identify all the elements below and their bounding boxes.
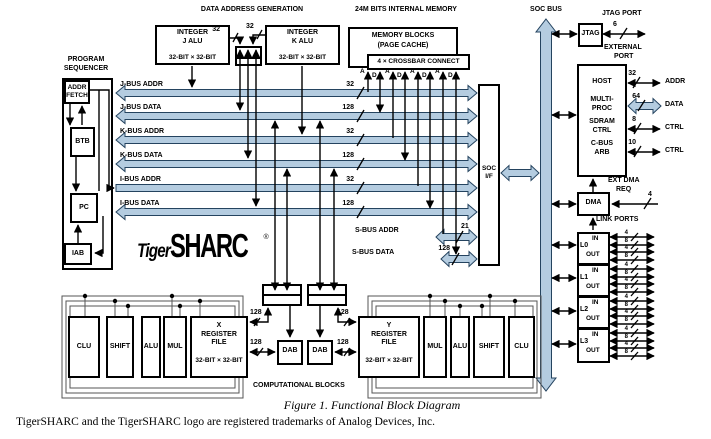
cbus-arb-label	[577, 140, 627, 157]
data-label: DATA	[665, 101, 684, 108]
l2-w0: 4	[624, 294, 628, 300]
sdram-line2: CTRL	[592, 126, 612, 134]
k-alu-label	[265, 29, 340, 46]
l2-in-label: IN	[592, 299, 599, 306]
req-label: REQ	[616, 186, 632, 193]
j-bus-addr-label: J-BUS ADDR	[120, 81, 163, 88]
soc-if-line2: I/F	[485, 173, 493, 180]
k-bus-addr-label: K-BUS ADDR	[120, 128, 165, 135]
s-bus-data-width: 128	[438, 245, 450, 252]
i-bus-data-width: 128	[342, 200, 354, 207]
l2-out-label: OUT	[586, 315, 600, 322]
l1-in-label: IN	[592, 267, 599, 274]
l3-w2: 4	[624, 341, 628, 347]
l0-w0: 4	[624, 230, 628, 236]
y-mux-width: 128	[337, 309, 349, 316]
trademark-footer: TigerSHARC and the TigerSHARC logo are registered trademarks of Analog Devices, Inc.	[16, 416, 435, 428]
soc-bus-label: SOC BUS	[530, 6, 562, 13]
i-bus-addr-width: 32	[346, 176, 354, 183]
y-shift-label: SHIFT	[478, 343, 500, 350]
l0-label: L0	[580, 242, 589, 249]
computational-blocks-label: COMPUTATIONAL BLOCKS	[253, 382, 345, 389]
j-alu-line2: J ALU	[182, 37, 203, 45]
mem-a-label-1: A	[360, 68, 365, 75]
jtag-label: JTAG	[581, 30, 600, 37]
mem-a-label-2: A	[385, 68, 390, 75]
y-reg-line4: 32-BIT × 32-BIT	[365, 356, 413, 364]
multiproc-label	[577, 96, 627, 113]
external-port-label-line2: PORT	[614, 53, 634, 60]
l3-out-label: OUT	[586, 347, 600, 354]
l2-label: L2	[580, 306, 589, 313]
memory-line1: MEMORY BLOCKS	[371, 32, 435, 39]
y-connect-mux-box	[307, 284, 347, 306]
y-dab-width: 128	[337, 339, 349, 346]
x-clu-label: CLU	[76, 343, 92, 350]
l1-w3: 8	[624, 285, 628, 291]
multiproc-line2: PROC	[591, 104, 613, 112]
k-bus-data-label: K-BUS DATA	[120, 152, 163, 159]
j-bus-data-bar	[116, 109, 477, 124]
x-reg-line3: FILE	[211, 339, 227, 346]
pc-label: PC	[79, 204, 89, 211]
k-alu-bits-label: 32-BIT × 32-BIT	[278, 54, 327, 61]
dab-left-label: DAB	[282, 347, 298, 354]
j-bus-addr-bar	[116, 86, 477, 101]
soc-if-line1: SOC	[481, 165, 497, 172]
j-alu-bits-label: 32-BIT × 32-BIT	[168, 54, 217, 61]
l1-w2: 4	[624, 277, 628, 283]
l1-out-label: OUT	[586, 283, 600, 290]
i-bus-data-label: I-BUS DATA	[120, 200, 160, 207]
memory-blocks-label	[348, 31, 458, 51]
jtag-width: 6	[613, 21, 617, 28]
host-label: HOST	[592, 78, 612, 85]
k-bus-addr-bar	[116, 133, 477, 148]
crossbar-label: 4 × CROSSBAR CONNECT	[377, 58, 460, 65]
iab-label: IAB	[71, 250, 85, 257]
l0-w1: 8	[624, 238, 628, 244]
dab-right-label: DAB	[312, 347, 328, 354]
mem-a-label-4: A	[435, 68, 440, 75]
mem-d-label-4: D	[448, 72, 453, 79]
y-register-file-label	[358, 322, 420, 365]
k-bus-data-width: 128	[342, 152, 354, 159]
i-bus-data-bar	[116, 205, 477, 220]
ctrl2-width: 10	[628, 139, 636, 146]
j-bus-data-width: 128	[342, 104, 354, 111]
i-bus-addr-bar	[116, 181, 477, 196]
y-alu-label: ALU	[452, 343, 468, 350]
mem-d-label-3: D	[422, 72, 427, 79]
external-port-label-line1: EXTERNAL	[604, 44, 642, 51]
x-dab-width: 128	[250, 339, 262, 346]
registered-trademark-icon: ®	[263, 234, 269, 241]
jtag-port-label: JTAG PORT	[602, 10, 642, 17]
btb-label: BTB	[75, 138, 90, 145]
addr-label: ADDR	[665, 78, 686, 85]
data-width: 64	[632, 93, 640, 100]
ext-dma-label: EXT DMA	[608, 177, 640, 184]
mem-a-label-3: A	[410, 68, 415, 75]
k-bus-addr-width: 32	[346, 128, 354, 135]
x-alu-label: ALU	[143, 343, 159, 350]
l3-in-label: IN	[592, 331, 599, 338]
logo-sharc-text: SHARC	[170, 227, 248, 264]
ctrl1-width: 8	[632, 116, 636, 123]
ctrl2-label: CTRL	[665, 147, 684, 154]
program-label-line1: PROGRAM	[67, 56, 105, 63]
x-reg-line4: 32-BIT × 32-BIT	[195, 356, 243, 364]
l3-w1: 8	[624, 334, 628, 340]
memory-line2: (PAGE CACHE)	[377, 42, 429, 49]
figure-caption: Figure 1. Functional Block Diagram	[283, 398, 461, 412]
x-connect-mux-box	[262, 284, 302, 306]
s-bus-data-label: S-BUS DATA	[352, 249, 395, 256]
fetch-label: FETCH	[66, 92, 88, 99]
l0-in-label: IN	[592, 235, 599, 242]
l1-w0: 4	[624, 262, 628, 268]
dma-label: DMA	[585, 199, 602, 206]
ctrl1-label: CTRL	[665, 124, 684, 131]
l3-label: L3	[580, 338, 589, 345]
l0-out-label: OUT	[586, 251, 600, 258]
dag-mux-box	[235, 46, 262, 66]
l2-w3: 8	[624, 317, 628, 323]
x-mux-width: 128	[250, 309, 262, 316]
program-sequencer-label	[54, 56, 118, 73]
tigersharc-logo	[133, 227, 269, 265]
addr-label: ADDR	[67, 84, 87, 91]
j-bus-data-label: J-BUS DATA	[120, 104, 162, 111]
j-alu-line1: INTEGER	[176, 29, 209, 36]
y-reg-line1: Y	[386, 322, 392, 329]
l1-w1: 8	[624, 270, 628, 276]
s-bus-addr-label: S-BUS ADDR	[355, 227, 399, 234]
link-ports-label: LINK PORTS	[596, 216, 639, 223]
l2-w2: 4	[624, 309, 628, 315]
l2-w1: 8	[624, 302, 628, 308]
k-alu-line1: INTEGER	[286, 29, 319, 36]
l0-w2: 4	[624, 245, 628, 251]
multiproc-line1: MULTI-	[590, 96, 614, 103]
sdram-line1: SDRAM	[589, 118, 615, 125]
mem-d-label-1: D	[372, 72, 377, 79]
y-reg-line2: REGISTER	[371, 330, 407, 338]
memory-title: 24M BITS INTERNAL MEMORY	[355, 6, 457, 13]
s-bus-addr-width: 21	[461, 223, 469, 230]
soc-if-label	[477, 165, 501, 181]
program-label-line2: SEQUENCER	[63, 64, 109, 72]
dag-width-right: 32	[246, 23, 254, 30]
j-bus-addr-width: 32	[346, 81, 354, 88]
mem-d-label-2: D	[397, 72, 402, 79]
program-sequencer-box	[62, 78, 113, 270]
addr-fetch-label	[64, 84, 90, 100]
soc-if-soc-bus-link	[501, 166, 539, 181]
soc-bus-bar	[536, 19, 556, 391]
ext-dma-width: 4	[648, 191, 652, 198]
l0-w3: 8	[624, 253, 628, 259]
dag-title: DATA ADDRESS GENERATION	[200, 6, 304, 13]
cbus-line2: ARB	[594, 148, 610, 156]
y-reg-line3: FILE	[381, 339, 397, 346]
y-mul-label: MUL	[427, 343, 443, 350]
l3-w3: 8	[624, 349, 628, 355]
l1-label: L1	[580, 274, 589, 281]
cbus-line1: C-BUS	[590, 140, 614, 147]
k-alu-line2: K ALU	[291, 37, 314, 45]
x-reg-line2: REGISTER	[201, 330, 237, 338]
i-bus-addr-label: I-BUS ADDR	[120, 176, 161, 183]
y-clu-label: CLU	[514, 343, 529, 350]
addr-width: 32	[628, 70, 636, 77]
x-reg-line1: X	[216, 322, 222, 329]
x-shift-label: SHIFT	[109, 343, 131, 350]
dag-width-left: 32	[212, 26, 220, 33]
sdram-ctrl-label	[577, 118, 627, 135]
x-register-file-label	[190, 322, 248, 365]
logo-tiger-text: Tiger	[137, 241, 170, 262]
l3-w0: 4	[624, 326, 628, 332]
k-bus-data-bar	[116, 157, 477, 172]
x-mul-label: MUL	[167, 343, 183, 350]
